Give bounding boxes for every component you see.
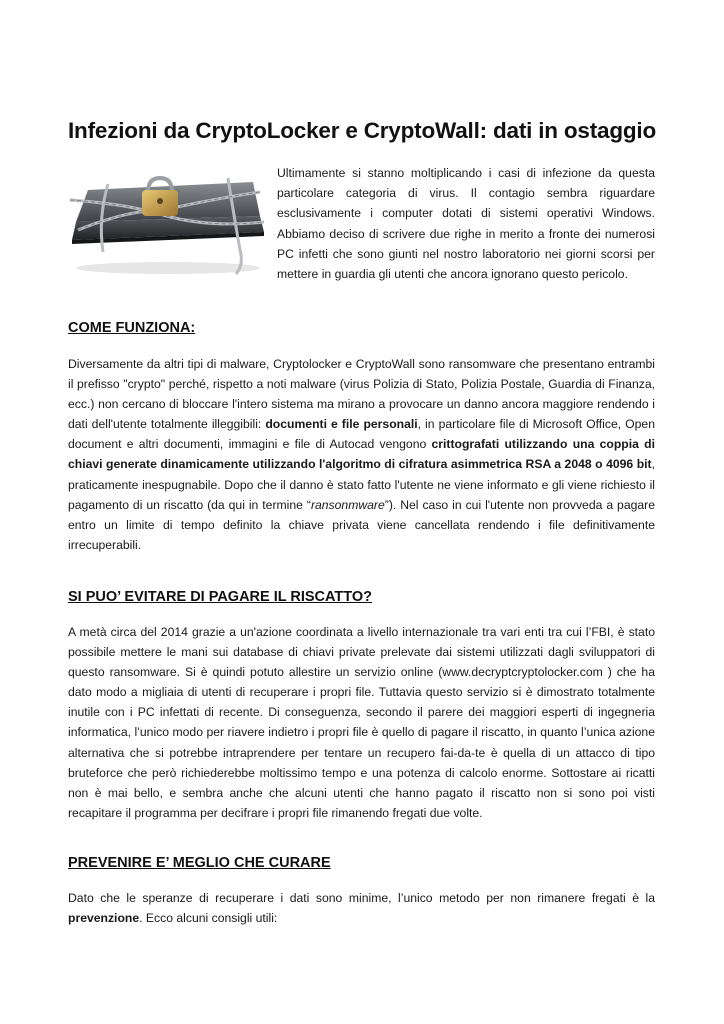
section-paragraph-prevenire: Dato che le speranze di recuperare i dati sono minime, l’unico metodo per non rimanere fregati è la prevenzione. Ecco alcuni consigli utili:	[68, 891, 655, 926]
locked-laptop-icon	[68, 170, 265, 275]
section-paragraph-come-funziona: Diversamente da altri tipi di malware, Cryptolocker e CryptoWall sono ransomware che presentano entrambi il prefisso "crypto" perché, rispetto a noti malware (virus Polizia di Stato, Polizia Postale, Guardia di Finanza, ecc.) non cercano di bloccare l'intero sistema ma mirano a provocare un danno ancora maggiore rendendo i dati dell'utente totalmente illeggibili: documenti e file personali, in particolare file di Microsoft Office, Open document e altri documenti, immagini e file di Autocad vengono crittografati utilizzando una coppia di chiavi generate dinamicamente utilizzando l'algoritmo di cifratura asimmetrica RSA a 2048 o 4096 bit, praticamente inespugnabile. Dopo che il danno è stato fatto l'utente ne viene informato e gli viene richiesto il pagamento di un riscatto (da qui in termine “ransonmware”). Nel caso in cui l'utente non provveda a pagare entro un limite di tempo definito la chiave privata viene cancellata rendendo i file definitivamente irrecuperabili.	[68, 357, 655, 552]
bold-phrase: documenti e file personali	[265, 417, 418, 432]
section-heading-prevenire: PREVENIRE E’ MEGLIO CHE CURARE	[68, 855, 331, 871]
section-paragraph-riscatto: A metà circa del 2014 grazie a un'azione coordinata a livello internazionale tra vari enti tra cui l’FBI, è stato possibile mettere le mani sui database di chiavi private prelevate dai sistemi utilizzati dagli sviluppatori di questo ransomware. Si è quindi potuto allestire un servizio online (www.decryptcryptolocker.com ) che ha dato modo a migliaia di utenti di recuperare i propri file. Tuttavia questo servizio si è dimostrato totalmente inutile con i PC infettati di recente. Di conseguenza, secondo il parere dei maggiori esperti di ingegneria informatica, l’unico modo per riavere indietro i propri file è quello di pagare il riscatto, in quanto l’unica azione alternativa che si potrebbe intraprendere per tentare un recupero fai-da-te è quella di un attacco di tipo bruteforce che però richiederebbe moltissimo tempo e una potenza di calcolo enorme. Sottostare ai ricatti non è mai bello, e sembra anche che alcuni utenti che hanno pagato il riscatto non si sono poi visti recapitare il programma per decifrare i propri file rimanendo fregati due volte.	[68, 625, 655, 820]
italic-term: ransonmware	[310, 497, 385, 512]
document-title: Infezioni da CryptoLocker e CryptoWall: dati in ostaggio	[68, 118, 657, 143]
section-heading-riscatto: SI PUO’ EVITARE DI PAGARE IL RISCATTO?	[68, 589, 372, 605]
bold-phrase: crittografati utilizzando una coppia di chiavi generate dinamicamente utilizzando l'algoritmo di cifratura asimmetrica RSA a 2048 o 4096 bit	[68, 437, 655, 472]
bold-phrase: prevenzione	[68, 911, 140, 926]
intro-paragraph: Ultimamente si stanno moltiplicando i casi di infezione da questa particolare categoria di virus. Il contagio sembra riguardare esclusivamente i computer dotati di sistemi operativi Windows. Abbiamo deciso di scrivere due righe in merito a fronte dei numerosi PC infetti che sono giunti nel nostro laboratorio nei giorni scorsi per mettere in guardia gli utenti che ancora ignorano questo pericolo.	[277, 166, 655, 282]
section-heading-come-funziona: COME FUNZIONA:	[68, 320, 196, 336]
